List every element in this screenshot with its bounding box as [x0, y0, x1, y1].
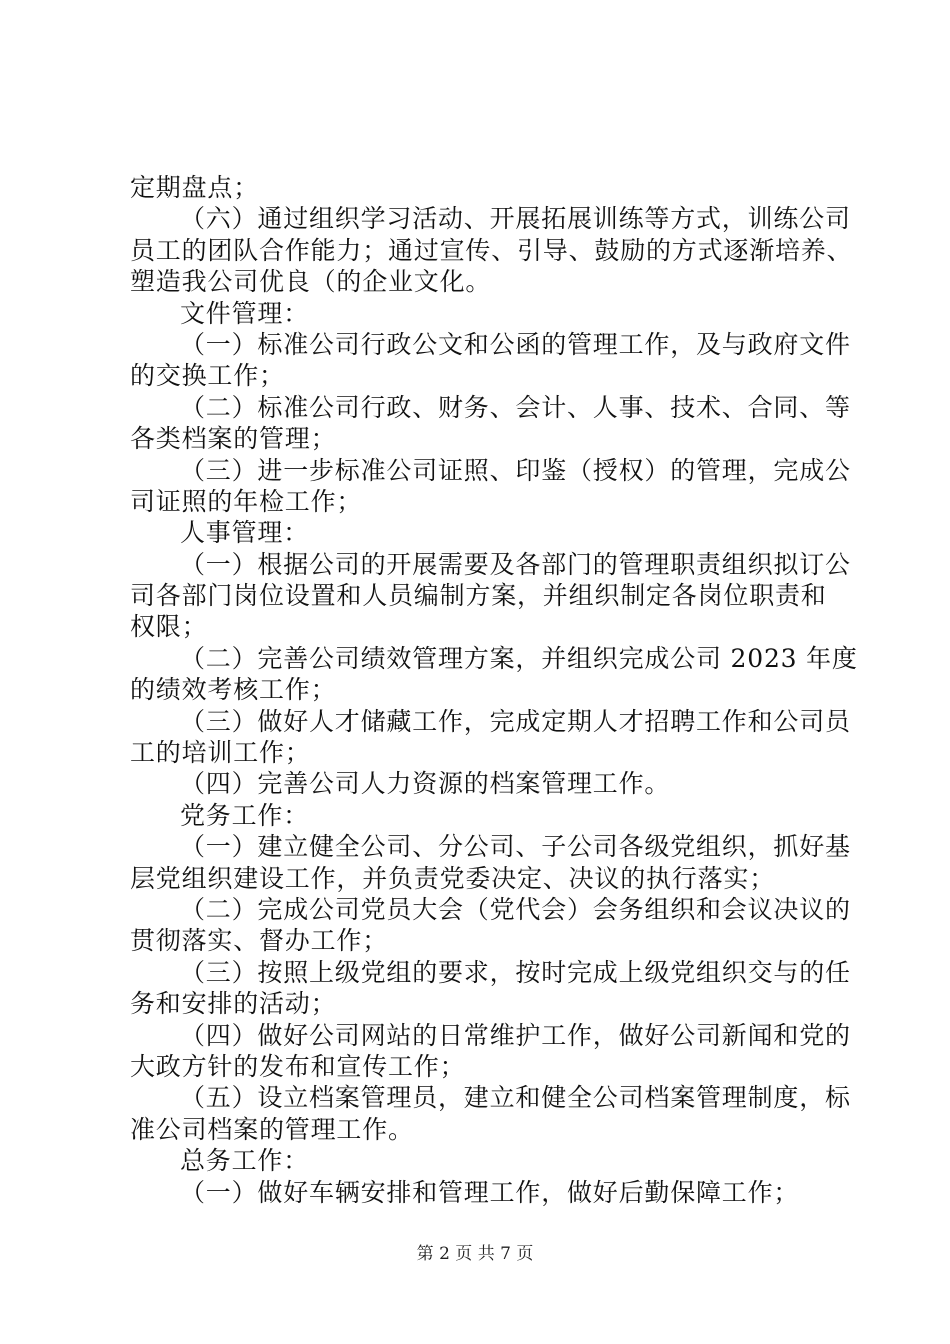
text-line: 贯彻落实、督办工作； — [130, 926, 389, 956]
text-line: 大政方针的发布和宣传工作； — [130, 1051, 466, 1081]
text-line: 准公司档案的管理工作。 — [130, 1114, 414, 1144]
document-body — [130, 172, 858, 1208]
text-line: （二）完善公司绩效管理方案，并组织完成公司 2023 年度 — [180, 643, 858, 673]
page-footer — [0, 1243, 950, 1265]
text-line: 的交换工作； — [130, 361, 285, 391]
text-line: （一）根据公司的开展需要及各部门的管理职责组织拟订公 — [180, 549, 851, 579]
text-line: 党务工作： — [180, 800, 310, 830]
text-line: 文件管理： — [180, 298, 310, 328]
text-line: （一）做好车辆安排和管理工作，做好后勤保障工作； — [180, 1177, 800, 1207]
text-line: （一）标准公司行政公文和公函的管理工作，及与政府文件 — [180, 329, 851, 359]
text-line: （四）做好公司网站的日常维护工作，做好公司新闻和党的 — [180, 1020, 851, 1050]
text-line: 定期盘点； — [130, 173, 260, 202]
text-line: 工的培训工作； — [130, 738, 311, 768]
text-line: （三）按照上级党组的要求，按时完成上级党组织交与的任 — [180, 957, 851, 987]
text-line: （三）进一步标准公司证照、印鉴（授权）的管理，完成公 — [180, 455, 851, 485]
text-line: 司证照的年检工作； — [130, 486, 363, 516]
text-line: 司各部门岗位设置和人员编制方案，并组织制定各岗位职责和 — [130, 581, 827, 611]
text-line: （六）通过组织学习活动、开展拓展训练等方式，训练公司 — [180, 204, 851, 234]
text-line: 各类档案的管理； — [130, 424, 337, 454]
text-line: （五）设立档案管理员，建立和健全公司档案管理制度，标 — [180, 1083, 851, 1113]
page-number-label: 第 2 页 共 7 页 — [416, 1244, 534, 1264]
text-line: 塑造我公司优良（的企业文化。 — [130, 267, 492, 297]
text-line: （二）完成公司党员大会（党代会）会务组织和会议决议的 — [180, 894, 851, 924]
text-line: 权限； — [130, 612, 208, 642]
text-line: 员工的团队合作能力；通过宣传、引导、鼓励的方式逐渐培养、 — [130, 235, 853, 265]
text-line: 人事管理： — [180, 518, 310, 548]
text-line: （二）标准公司行政、财务、会计、人事、技术、合同、等 — [180, 392, 851, 422]
text-line: 的绩效考核工作； — [130, 675, 337, 705]
text-line: 总务工作： — [180, 1146, 310, 1176]
text-line: （一）建立健全公司、分公司、子公司各级党组织，抓好基 — [180, 832, 851, 862]
text-line: 务和安排的活动； — [130, 989, 337, 1019]
text-line: （四）完善公司人力资源的档案管理工作。 — [180, 769, 671, 799]
text-line: （三）做好人才储藏工作，完成定期人才招聘工作和公司员 — [180, 706, 851, 736]
text-line: 层党组织建设工作，并负责党委决定、决议的执行落实； — [130, 863, 776, 893]
